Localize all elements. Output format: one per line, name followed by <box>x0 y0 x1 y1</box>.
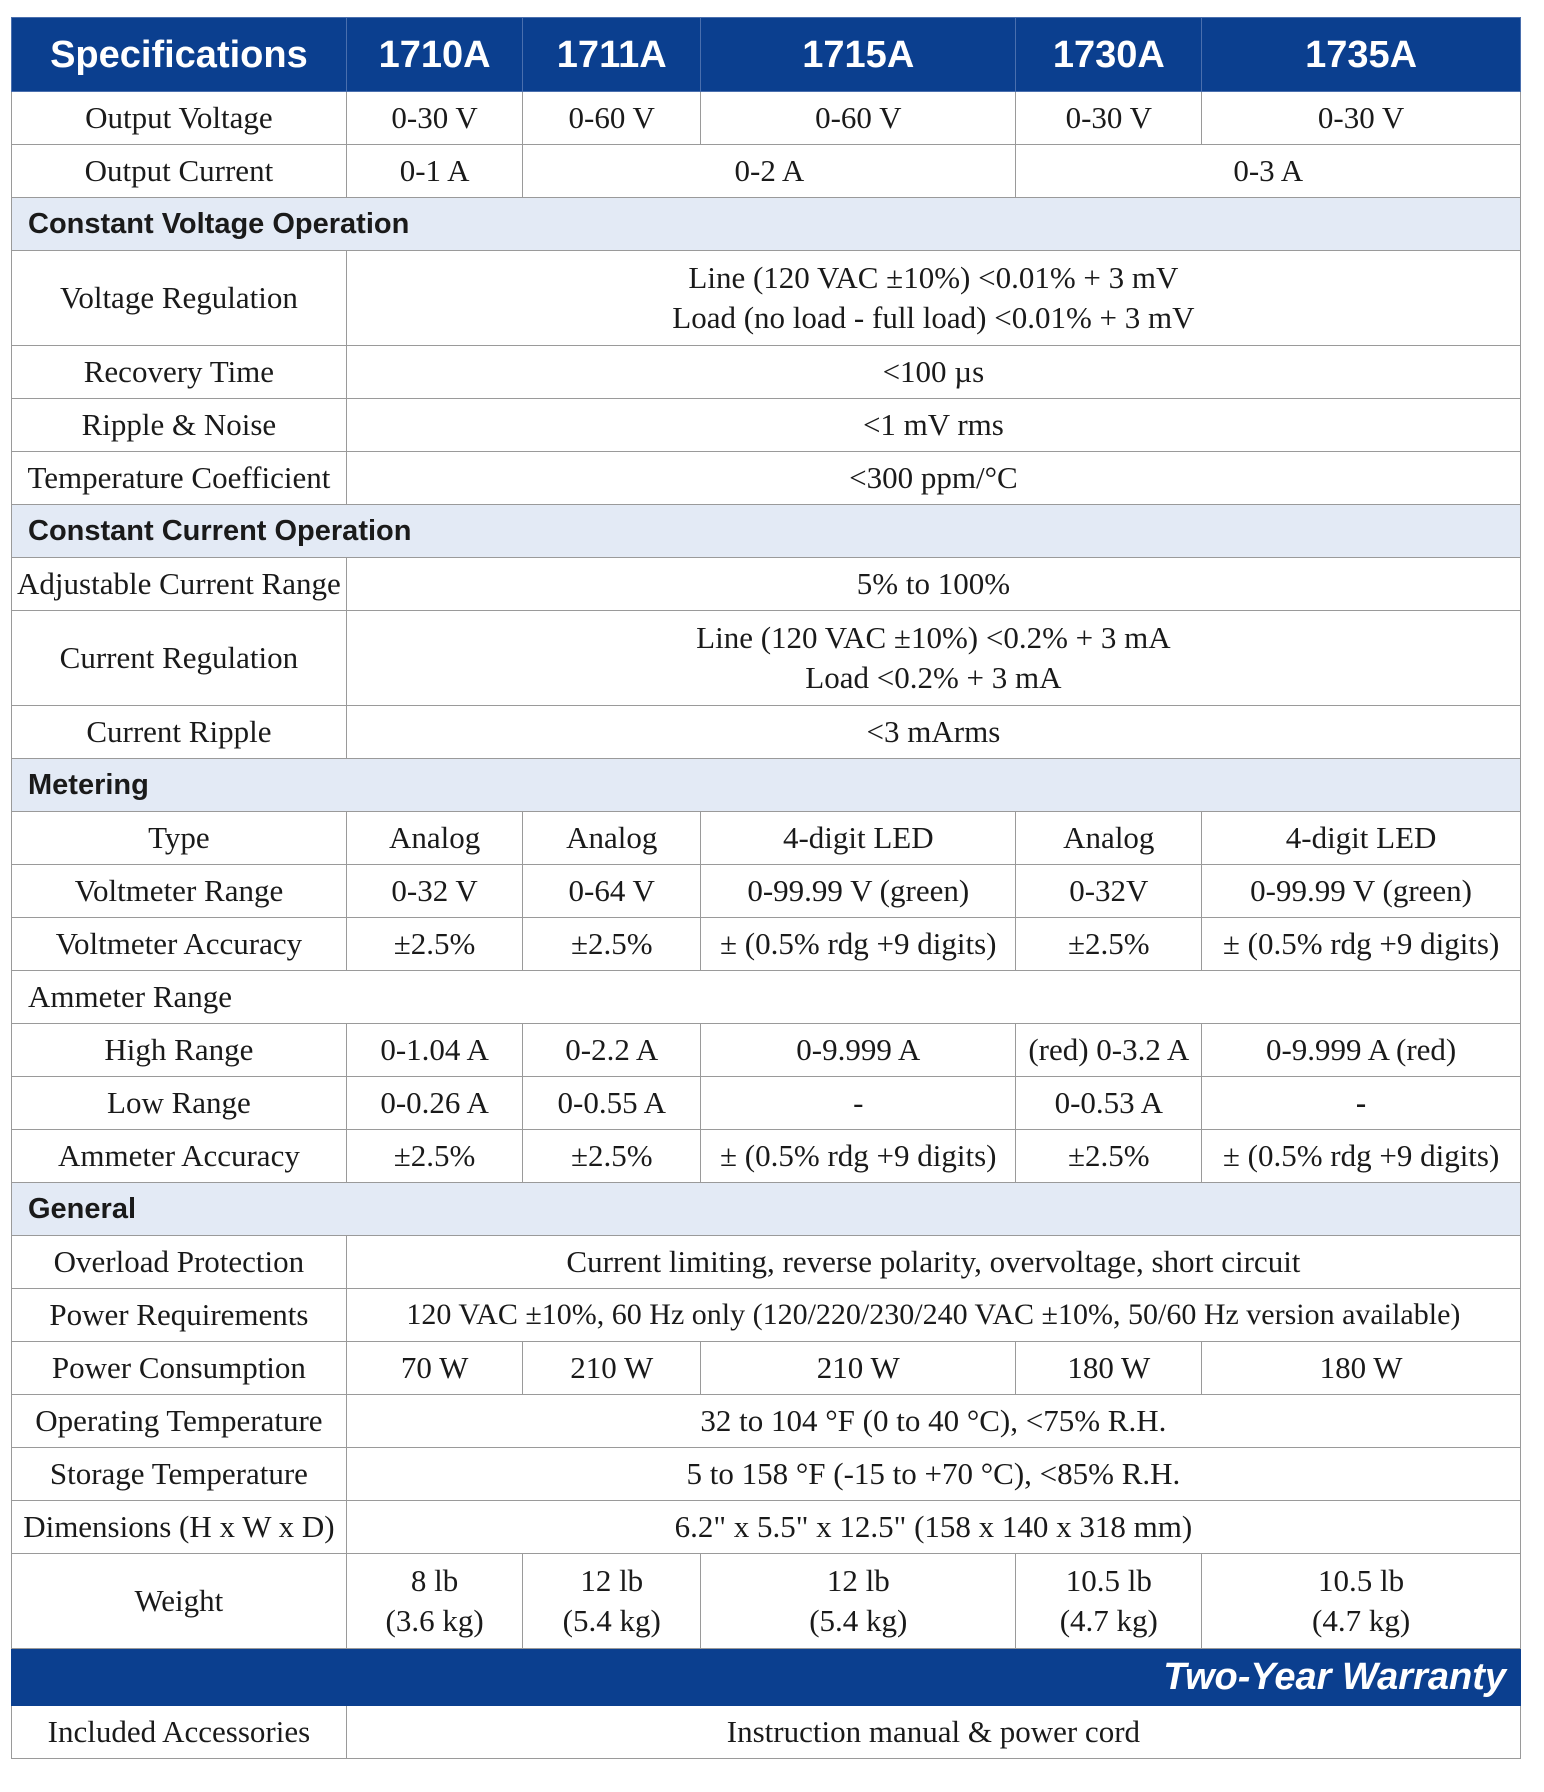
value-line: Line (120 VAC ±10%) <0.2% + 3 mA <box>696 620 1171 655</box>
row-label: Current Ripple <box>12 706 347 759</box>
cell-value: <100 µs <box>346 346 1520 399</box>
cell-value: 0-60 V <box>701 92 1016 145</box>
cell-value: Analog <box>1016 812 1202 865</box>
cell-value: ±2.5% <box>1016 918 1202 971</box>
weight-kg: (4.7 kg) <box>1312 1603 1411 1638</box>
row-label: Storage Temperature <box>12 1448 347 1501</box>
cell-value: 0-3 A <box>1016 145 1521 198</box>
warranty-text: Two-Year Warranty <box>12 1649 1521 1706</box>
cell-value: ±2.5% <box>346 1130 523 1183</box>
table-row <box>12 1501 1521 1554</box>
cell-value: 0-64 V <box>523 865 701 918</box>
weight-lb: 12 lb <box>826 1563 890 1598</box>
row-label: Operating Temperature <box>12 1395 347 1448</box>
table-row <box>12 971 1521 1024</box>
header-model-1715a: 1715A <box>701 18 1016 92</box>
table-row <box>12 1342 1521 1395</box>
cell-value: 0-1 A <box>346 145 523 198</box>
cell-value: 0-60 V <box>523 92 701 145</box>
table-row <box>12 251 1521 346</box>
value-line: Line (120 VAC ±10%) <0.01% + 3 mV <box>688 260 1179 295</box>
row-label: Output Voltage <box>12 92 347 145</box>
table-row <box>12 918 1521 971</box>
table-header-row <box>12 18 1521 92</box>
cell-value: Current limiting, reverse polarity, overvoltage, short circuit <box>346 1236 1520 1289</box>
cell-value: 0-0.55 A <box>523 1077 701 1130</box>
row-label: Output Current <box>12 145 347 198</box>
weight-lb: 12 lb <box>580 1563 644 1598</box>
row-label: Current Regulation <box>12 611 347 706</box>
section-title-metering: Metering <box>12 759 1521 812</box>
row-label: Temperature Coefficient <box>12 452 347 505</box>
cell-value: ± (0.5% rdg +9 digits) <box>701 918 1016 971</box>
cell-value: ± (0.5% rdg +9 digits) <box>1202 918 1521 971</box>
row-label: Overload Protection <box>12 1236 347 1289</box>
row-label: High Range <box>12 1024 347 1077</box>
weight-kg: (5.4 kg) <box>562 1603 661 1638</box>
table-row <box>12 92 1521 145</box>
cell-value: 32 to 104 °F (0 to 40 °C), <75% R.H. <box>346 1395 1520 1448</box>
warranty-banner-row <box>12 1649 1521 1706</box>
table-row <box>12 145 1521 198</box>
row-label: Adjustable Current Range <box>12 558 347 611</box>
cell-value: 0-32 V <box>346 865 523 918</box>
row-label: Included Accessories <box>12 1706 347 1759</box>
weight-kg: (5.4 kg) <box>809 1603 908 1638</box>
cell-value: 0-2.2 A <box>523 1024 701 1077</box>
table-row <box>12 812 1521 865</box>
weight-lb: 10.5 lb <box>1065 1563 1152 1598</box>
table-row <box>12 1554 1521 1649</box>
cell-value: 210 W <box>701 1342 1016 1395</box>
cell-value: 0-0.53 A <box>1016 1077 1202 1130</box>
cell-value: Analog <box>346 812 523 865</box>
section-title-constant-current: Constant Current Operation <box>12 505 1521 558</box>
cell-value: 0-1.04 A <box>346 1024 523 1077</box>
table-row <box>12 706 1521 759</box>
table-row <box>12 1448 1521 1501</box>
cell-value: - <box>701 1077 1016 1130</box>
cell-value: <300 ppm/°C <box>346 452 1520 505</box>
header-model-1730a: 1730A <box>1016 18 1202 92</box>
cell-value: 6.2" x 5.5" x 12.5" (158 x 140 x 318 mm) <box>346 1501 1520 1554</box>
weight-lb: 10.5 lb <box>1318 1563 1405 1598</box>
table-row <box>12 1236 1521 1289</box>
section-title-general: General <box>12 1183 1521 1236</box>
row-label: Ripple & Noise <box>12 399 347 452</box>
row-label: Voltage Regulation <box>12 251 347 346</box>
table-row <box>12 865 1521 918</box>
cell-value: 0-9.999 A (red) <box>1202 1024 1521 1077</box>
table-row <box>12 611 1521 706</box>
cell-value: 0-99.99 V (green) <box>1202 865 1521 918</box>
cell-value: 0-30 V <box>1016 92 1202 145</box>
table-row <box>12 558 1521 611</box>
weight-kg: (4.7 kg) <box>1059 1603 1158 1638</box>
row-label: Voltmeter Accuracy <box>12 918 347 971</box>
value-line: Load <0.2% + 3 mA <box>805 660 1062 695</box>
row-label: Ammeter Accuracy <box>12 1130 347 1183</box>
header-specifications: Specifications <box>12 18 347 92</box>
cell-value: 4-digit LED <box>701 812 1016 865</box>
header-model-1710a: 1710A <box>346 18 523 92</box>
cell-value <box>346 251 1520 346</box>
table-row <box>12 346 1521 399</box>
cell-value: <1 mV rms <box>346 399 1520 452</box>
cell-value: Analog <box>523 812 701 865</box>
table-row <box>12 1024 1521 1077</box>
cell-value <box>701 1554 1016 1649</box>
cell-value: 120 VAC ±10%, 60 Hz only (120/220/230/240 VAC ±10%, 50/60 Hz version available) <box>346 1289 1520 1342</box>
cell-value: 5 to 158 °F (-15 to +70 °C), <85% R.H. <box>346 1448 1520 1501</box>
cell-value <box>1202 1554 1521 1649</box>
cell-value <box>346 1554 523 1649</box>
cell-value: 70 W <box>346 1342 523 1395</box>
cell-value: 0-2 A <box>523 145 1016 198</box>
cell-value: (red) 0-3.2 A <box>1016 1024 1202 1077</box>
cell-value <box>1016 1554 1202 1649</box>
table-row <box>12 1289 1521 1342</box>
table-row <box>12 1706 1521 1759</box>
row-label: Power Requirements <box>12 1289 347 1342</box>
cell-value: ± (0.5% rdg +9 digits) <box>701 1130 1016 1183</box>
specifications-table <box>11 17 1521 1759</box>
cell-value: 180 W <box>1016 1342 1202 1395</box>
header-model-1711a: 1711A <box>523 18 701 92</box>
row-label: Power Consumption <box>12 1342 347 1395</box>
row-label-ammeter-range: Ammeter Range <box>12 971 1521 1024</box>
row-label: Low Range <box>12 1077 347 1130</box>
cell-value: ±2.5% <box>523 1130 701 1183</box>
row-label: Recovery Time <box>12 346 347 399</box>
row-label: Voltmeter Range <box>12 865 347 918</box>
cell-value <box>523 1554 701 1649</box>
table-row <box>12 1395 1521 1448</box>
row-label: Type <box>12 812 347 865</box>
cell-value: 4-digit LED <box>1202 812 1521 865</box>
value-line: Load (no load - full load) <0.01% + 3 mV <box>672 300 1195 335</box>
table-row <box>12 452 1521 505</box>
cell-value: ±2.5% <box>346 918 523 971</box>
cell-value: Instruction manual & power cord <box>346 1706 1520 1759</box>
table-row <box>12 399 1521 452</box>
section-header <box>12 198 1521 251</box>
cell-value: 0-0.26 A <box>346 1077 523 1130</box>
section-header <box>12 1183 1521 1236</box>
cell-value: ±2.5% <box>1016 1130 1202 1183</box>
section-header <box>12 759 1521 812</box>
row-label: Dimensions (H x W x D) <box>12 1501 347 1554</box>
cell-value: <3 mArms <box>346 706 1520 759</box>
cell-value: 210 W <box>523 1342 701 1395</box>
table-row <box>12 1130 1521 1183</box>
row-label: Weight <box>12 1554 347 1649</box>
cell-value: 0-99.99 V (green) <box>701 865 1016 918</box>
cell-value: ±2.5% <box>523 918 701 971</box>
cell-value: 0-32V <box>1016 865 1202 918</box>
table-row <box>12 1077 1521 1130</box>
cell-value: 180 W <box>1202 1342 1521 1395</box>
weight-kg: (3.6 kg) <box>385 1603 484 1638</box>
section-title-constant-voltage: Constant Voltage Operation <box>12 198 1521 251</box>
cell-value: 0-30 V <box>346 92 523 145</box>
cell-value: ± (0.5% rdg +9 digits) <box>1202 1130 1521 1183</box>
cell-value: - <box>1202 1077 1521 1130</box>
cell-value: 0-9.999 A <box>701 1024 1016 1077</box>
cell-value: 5% to 100% <box>346 558 1520 611</box>
cell-value <box>346 611 1520 706</box>
section-header <box>12 505 1521 558</box>
weight-lb: 8 lb <box>410 1563 459 1598</box>
header-model-1735a: 1735A <box>1202 18 1521 92</box>
cell-value: 0-30 V <box>1202 92 1521 145</box>
